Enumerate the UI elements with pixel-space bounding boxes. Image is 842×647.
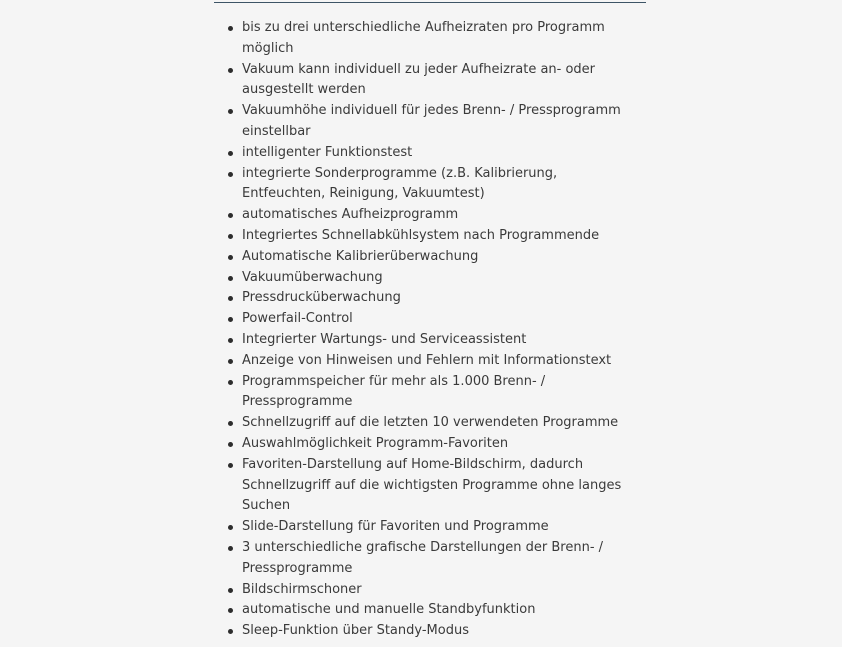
feature-item: integrierte Sonderprogramme (z.B. Kalibrierung, Entfeuchten, Reinigung, Vakuumtest) bbox=[242, 164, 634, 206]
feature-item: Vakuumhöhe individuell für jedes Brenn- / Pressprogramm einstellbar bbox=[242, 101, 634, 143]
feature-item: Favoriten-Darstellung auf Home-Bildschirm, dadurch Schnellzugriff auf die wichtigsten Programme ohne langes Suchen bbox=[242, 455, 634, 517]
feature-item: Vakuum kann individuell zu jeder Aufheizrate an- oder ausgestellt werden bbox=[242, 60, 634, 102]
feature-list bbox=[242, 18, 634, 642]
feature-item: automatische und manuelle Standbyfunktion bbox=[242, 600, 634, 621]
feature-item: intelligenter Funktionstest bbox=[242, 143, 634, 164]
feature-item: Sleep-Funktion über Standy-Modus bbox=[242, 621, 634, 642]
feature-item: bis zu drei unterschiedliche Aufheizraten pro Programm möglich bbox=[242, 18, 634, 60]
feature-item: Automatische Kalibrierüberwachung bbox=[242, 247, 634, 268]
feature-item: Anzeige von Hinweisen und Fehlern mit Informationstext bbox=[242, 351, 634, 372]
feature-item: Slide-Darstellung für Favoriten und Programme bbox=[242, 517, 634, 538]
feature-item: Integrierter Wartungs- und Serviceassistent bbox=[242, 330, 634, 351]
feature-item: Schnellzugriff auf die letzten 10 verwendeten Programme bbox=[242, 413, 634, 434]
top-divider bbox=[214, 2, 646, 3]
feature-item: Programmspeicher für mehr als 1.000 Brenn- / Pressprogramme bbox=[242, 372, 634, 414]
feature-item: Auswahlmöglichkeit Programm-Favoriten bbox=[242, 434, 634, 455]
feature-item: Integriertes Schnellabkühlsystem nach Programmende bbox=[242, 226, 634, 247]
feature-item: Vakuumüberwachung bbox=[242, 268, 634, 289]
feature-item: automatisches Aufheizprogramm bbox=[242, 205, 634, 226]
feature-item: Bildschirmschoner bbox=[242, 580, 634, 601]
feature-item: Pressdrucküberwachung bbox=[242, 288, 634, 309]
feature-item: 3 unterschiedliche grafische Darstellungen der Brenn- / Pressprogramme bbox=[242, 538, 634, 580]
feature-item: Powerfail-Control bbox=[242, 309, 634, 330]
